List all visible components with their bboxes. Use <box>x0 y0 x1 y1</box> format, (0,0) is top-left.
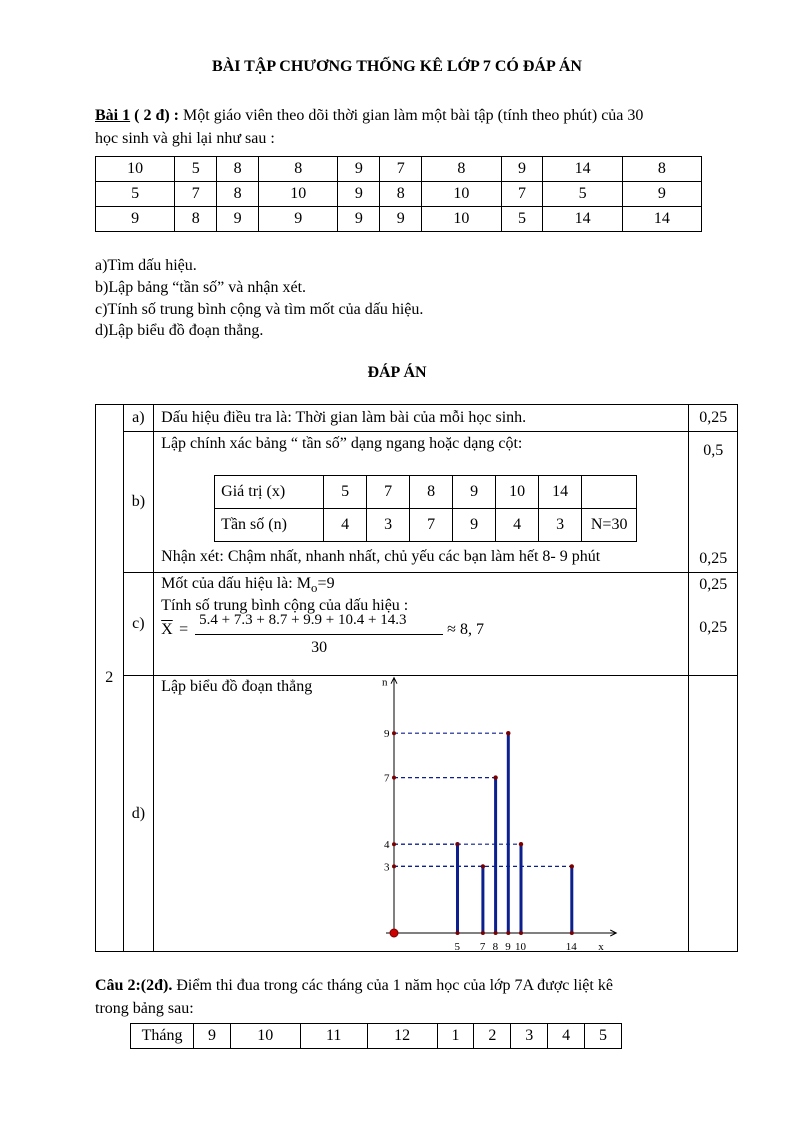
data-table-cell: 8 <box>380 182 422 207</box>
month-cell: 4 <box>548 1024 585 1049</box>
question-a: a)Tìm dấu hiệu. <box>95 257 197 274</box>
part-c-score-1: 0,25 <box>699 576 728 593</box>
freq-value-cell: 7 <box>367 476 410 509</box>
cau2-text: Điểm thi đua trong các tháng của 1 năm học của lớp 7A được liệt kê <box>172 977 613 994</box>
part-d-label: d) <box>123 676 154 952</box>
data-table-cell: 8 <box>217 182 259 207</box>
cau2-text-2: trong bảng sau: <box>95 1000 194 1017</box>
freq-count-cell: 7 <box>410 509 453 542</box>
month-cell: 9 <box>194 1024 231 1049</box>
freq-count-cell: 4 <box>496 509 539 542</box>
part-a-label: a) <box>123 405 154 432</box>
fraction-bar <box>195 634 443 635</box>
data-table-cell: 8 <box>622 157 701 182</box>
question-c: c)Tính số trung bình cộng và tìm mốt của dấu hiệu. <box>95 301 424 318</box>
freq-value-cell: 10 <box>496 476 539 509</box>
x-tick-label: 7 <box>480 941 486 953</box>
part-d-score <box>689 676 738 952</box>
data-table-cell: 7 <box>175 182 217 207</box>
bar-base-dot <box>494 931 498 935</box>
formula-equals: = <box>179 621 189 639</box>
freq-row-label: Tần số (n) <box>215 509 324 542</box>
freq-value-cell: 14 <box>539 476 582 509</box>
freq-value-cell: 8 <box>410 476 453 509</box>
freq-value-cell <box>582 476 637 509</box>
data-table-cell: 14 <box>543 157 622 182</box>
data-table-cell: 10 <box>422 182 501 207</box>
mean-text: Tính số trung bình cộng của dấu hiệu : <box>161 597 409 615</box>
formula-result: ≈ 8, 7 <box>447 621 484 639</box>
x-tick-label: 8 <box>492 941 499 953</box>
bar-top-dot <box>570 864 574 868</box>
cau2-label: Câu 2:(2đ). <box>95 977 173 994</box>
y-tick-dot <box>392 731 396 735</box>
month-cell: 11 <box>300 1024 367 1049</box>
y-tick-dot <box>392 864 396 868</box>
data-table-cell: 8 <box>217 157 259 182</box>
data-table-cell: 8 <box>259 157 338 182</box>
x-tick-label: 9 <box>505 941 511 953</box>
cau2-intro <box>95 977 738 995</box>
data-table-cell: 10 <box>422 207 501 232</box>
page-title: BÀI TẬP CHƯƠNG THỐNG KÊ LỚP 7 CÓ ĐÁP ÁN <box>212 58 582 75</box>
data-table-row <box>96 182 702 207</box>
y-tick-dot <box>392 776 396 780</box>
part-c-content <box>154 573 689 676</box>
mode-line: Mốt của dấu hiệu là: $M_o=9$ <box>161 575 335 596</box>
bar-top-dot <box>506 731 510 735</box>
part-c-scores <box>689 573 738 676</box>
data-table-cell: 7 <box>501 182 543 207</box>
bai1-intro-line1: Một giáo viên theo dõi thời gian làm một bài tập (tính theo phút) của 30 <box>179 107 644 124</box>
part-b-text: Lập chính xác bảng “ tần số” dạng ngang hoặc dạng cột: <box>161 435 523 452</box>
part-b-remark: Nhận xét: Chậm nhất, nhanh nhất, chủ yếu các bạn làm hết 8- 9 phút <box>161 548 601 565</box>
month-cell: 1 <box>437 1024 474 1049</box>
data-table-cell: 9 <box>501 157 543 182</box>
bar-top-dot <box>494 775 498 779</box>
x-tick-label: 14 <box>565 941 577 953</box>
answer-heading: ĐÁP ÁN <box>367 364 427 381</box>
part-d-text: Lập biểu đồ đoạn thẳng <box>161 678 313 695</box>
mode-subscript: o <box>310 582 318 596</box>
x-axis-label: x <box>598 941 604 953</box>
freq-count-cell: N=30 <box>582 509 637 542</box>
question-b: b)Lập bảng “tần số” và nhận xét. <box>95 279 307 296</box>
y-tick-label: 9 <box>384 728 390 741</box>
x-tick-label: 5 <box>454 941 461 953</box>
part-b-scores <box>689 432 738 573</box>
month-cell: 3 <box>511 1024 548 1049</box>
data-table-cell: 10 <box>96 157 175 182</box>
freq-count-cell: 3 <box>539 509 582 542</box>
part-a-score: 0,25 <box>689 405 738 432</box>
question-d: d)Lập biểu đồ đoạn thẳng. <box>95 322 264 339</box>
bar-base-dot <box>519 931 523 935</box>
data-table-cell: 9 <box>217 207 259 232</box>
freq-header-label: Giá trị (x) <box>215 476 324 509</box>
data-table-cell: 9 <box>338 182 380 207</box>
x-tick-label: 10 <box>515 941 527 953</box>
part-a-text: Dấu hiệu điều tra là: Thời gian làm bài của mỗi học sinh. <box>154 405 689 432</box>
y-tick-label: 7 <box>384 772 390 785</box>
data-table-cell: 5 <box>96 182 175 207</box>
data-table-cell: 9 <box>380 207 422 232</box>
data-table-cell: 14 <box>543 207 622 232</box>
line-segment-chart <box>364 676 694 953</box>
data-table-cell: 9 <box>259 207 338 232</box>
part-c-score-2: 0,25 <box>699 619 728 636</box>
bar-top-dot <box>519 842 523 846</box>
formula-numerator: 5.4 + 7.3 + 8.7 + 9.9 + 10.4 + 14.3 <box>199 612 407 629</box>
data-table-cell: 9 <box>338 207 380 232</box>
cau2-month-table <box>130 1023 622 1049</box>
data-table-cell: 8 <box>422 157 501 182</box>
data-table-cell: 7 <box>380 157 422 182</box>
month-cell: 10 <box>230 1024 300 1049</box>
month-header-cell: Tháng <box>131 1024 194 1049</box>
part-b-score-1: 0,5 <box>703 442 724 459</box>
month-cell: 5 <box>585 1024 622 1049</box>
bai1-data-table <box>95 156 702 232</box>
freq-count-cell: 3 <box>367 509 410 542</box>
data-table-cell: 5 <box>501 207 543 232</box>
data-table-row <box>96 157 702 182</box>
part-c-label: c) <box>123 573 154 676</box>
part-b-score-2: 0,25 <box>699 550 728 567</box>
bar-base-dot <box>456 931 460 935</box>
bai1-points: ( 2 đ) : <box>130 107 180 124</box>
part-b-content <box>154 432 689 573</box>
freq-value-cell: 9 <box>453 476 496 509</box>
bar-base-dot <box>570 931 574 935</box>
data-table-cell: 10 <box>259 182 338 207</box>
part-d-content <box>154 676 689 952</box>
frequency-table <box>214 475 637 542</box>
bar-base-dot <box>506 931 510 935</box>
freq-count-cell: 4 <box>324 509 367 542</box>
formula-x: $\overline{X}$ <box>161 621 173 639</box>
data-table-cell: 9 <box>338 157 380 182</box>
answer-table <box>95 404 738 952</box>
data-table-cell: 9 <box>622 182 701 207</box>
data-table-cell: 9 <box>96 207 175 232</box>
bai1-intro <box>95 107 755 125</box>
freq-value-cell: 5 <box>324 476 367 509</box>
formula-denominator: 30 <box>311 639 328 657</box>
data-table-cell: 5 <box>175 157 217 182</box>
data-table-cell: 14 <box>622 207 701 232</box>
data-table-cell: 5 <box>543 182 622 207</box>
mean-formula <box>161 612 688 661</box>
month-cell: 2 <box>474 1024 511 1049</box>
y-tick-dot <box>392 842 396 846</box>
origin-dot <box>390 929 398 937</box>
bar-base-dot <box>481 931 485 935</box>
data-table-cell: 8 <box>175 207 217 232</box>
y-tick-label: 3 <box>384 861 390 874</box>
part-b-label: b) <box>123 432 154 573</box>
month-cell: 12 <box>367 1024 437 1049</box>
bai1-intro-line2: học sinh và ghi lại như sau : <box>95 130 275 147</box>
y-axis-label: n <box>382 676 388 689</box>
y-tick-label: 4 <box>384 839 390 852</box>
freq-count-cell: 9 <box>453 509 496 542</box>
answer-number: 2 <box>96 405 124 952</box>
bai1-label: Bài 1 <box>95 107 131 124</box>
data-table-row <box>96 207 702 232</box>
